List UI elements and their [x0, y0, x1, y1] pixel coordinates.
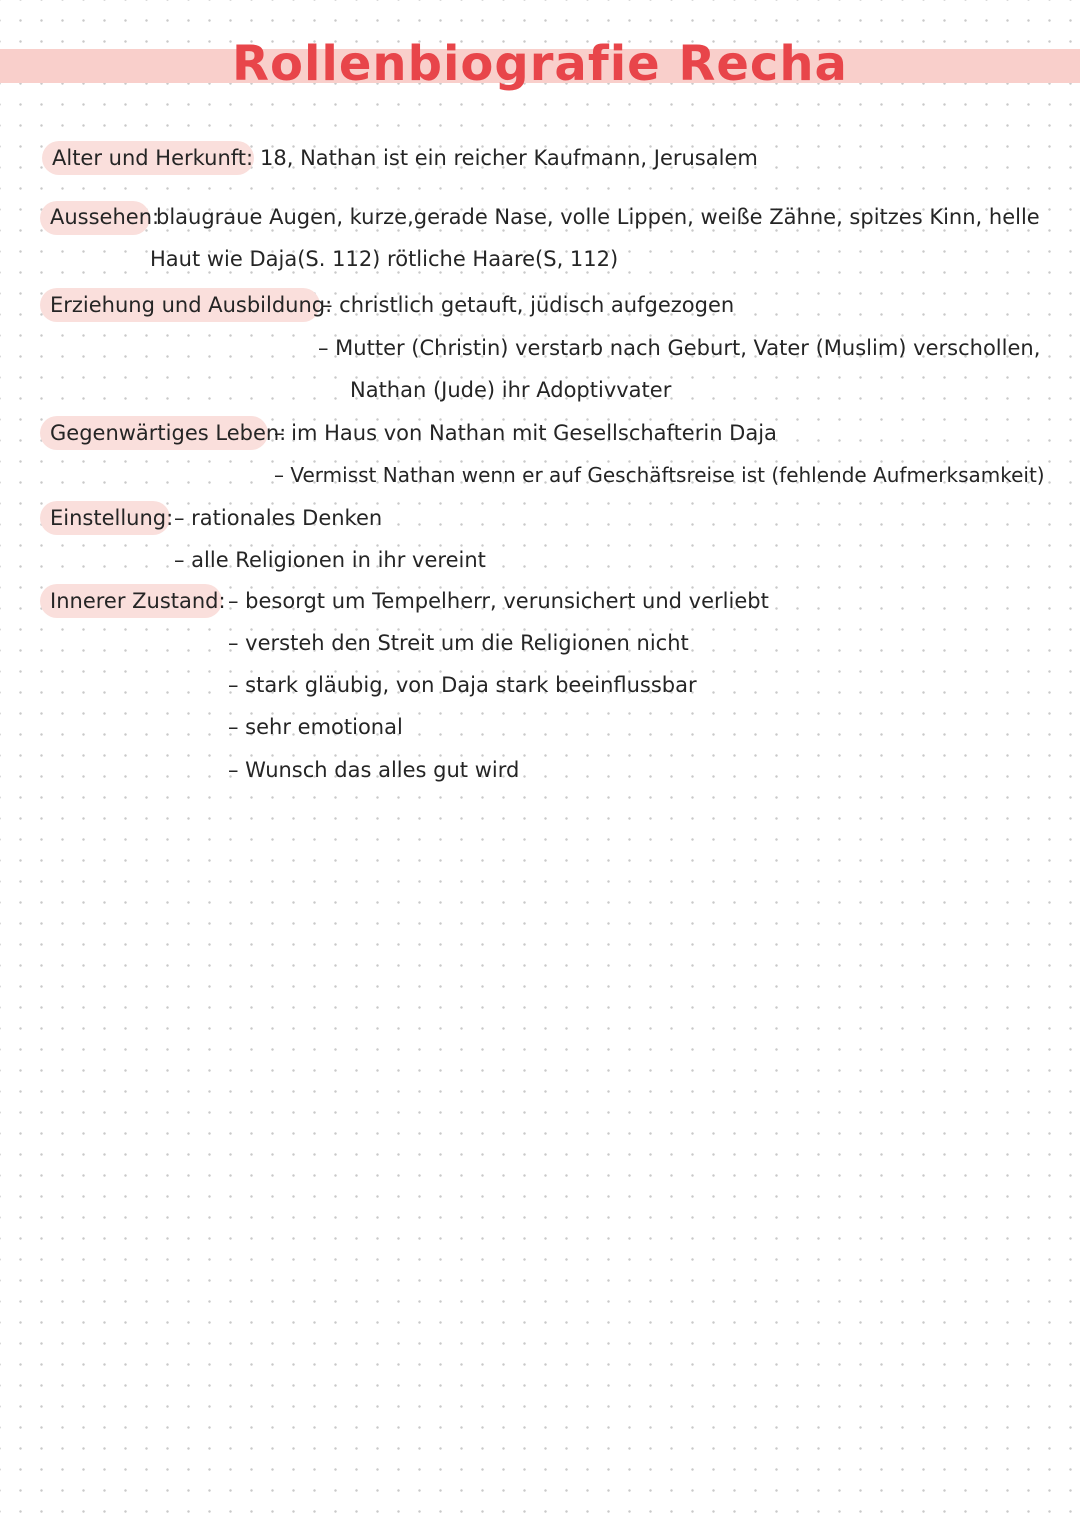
text-aussehen-1: blaugraue Augen, kurze,gerade Nase, volle Lippen, weiße Zähne, spitzes Kinn, helle	[156, 205, 1040, 229]
label-erziehung: Erziehung und Ausbildung:	[50, 293, 333, 317]
text-alter: 18, Nathan ist ein reicher Kaufmann, Jerusalem	[260, 146, 758, 170]
text-einstellung-1: – rationales Denken	[174, 506, 383, 530]
text-erziehung-1: – christlich getauft, jüdisch aufgezogen	[322, 293, 735, 317]
label-alter: Alter und Herkunft:	[52, 146, 254, 170]
text-zustand-5: – Wunsch das alles gut wird	[228, 758, 520, 782]
text-zustand-2: – versteh den Streit um die Religionen nicht	[228, 631, 689, 655]
text-einstellung-2: – alle Religionen in ihr vereint	[174, 548, 486, 572]
label-zustand: Innerer Zustand:	[50, 589, 226, 613]
text-erziehung-3: Nathan (Jude) ihr Adoptivvater	[350, 378, 672, 402]
page-title: Rollenbiografie Recha	[232, 36, 848, 92]
label-aussehen: Aussehen:	[50, 205, 160, 229]
text-aussehen-2: Haut wie Daja(S. 112) rötliche Haare(S, 112)	[150, 247, 619, 271]
text-leben-1: – im Haus von Nathan mit Gesellschafterin Daja	[274, 421, 777, 445]
text-erziehung-2: – Mutter (Christin) verstarb nach Geburt, Vater (Muslim) verschollen,	[318, 336, 1041, 360]
label-einstellung: Einstellung:	[50, 506, 174, 530]
text-leben-2: – Vermisst Nathan wenn er auf Geschäftsreise ist (fehlende Aufmerksamkeit)	[274, 463, 1045, 487]
text-zustand-1: – besorgt um Tempelherr, verunsichert und verliebt	[228, 589, 769, 613]
label-leben: Gegenwärtiges Leben:	[50, 421, 287, 445]
text-zustand-3: – stark gläubig, von Daja stark beeinflussbar	[228, 673, 697, 697]
text-zustand-4: – sehr emotional	[228, 715, 403, 739]
